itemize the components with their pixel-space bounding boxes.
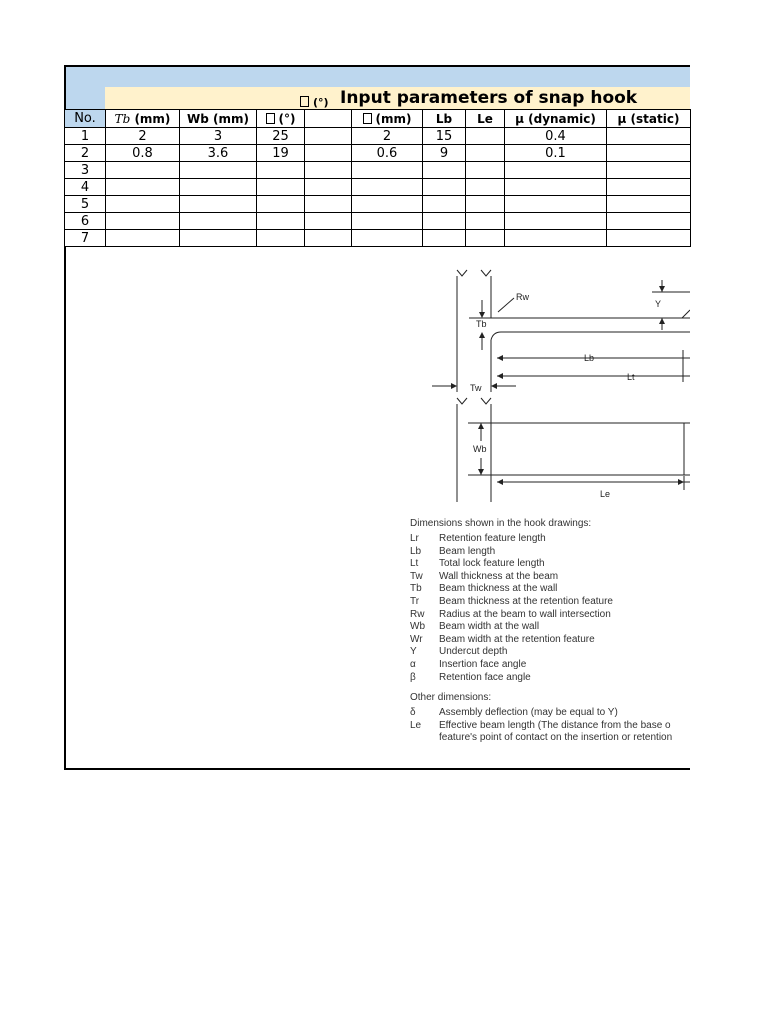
table-cell[interactable] <box>106 179 180 196</box>
legend-symbol: α <box>410 658 416 670</box>
table-row <box>65 196 691 213</box>
legend-text: Retention face angle <box>439 671 531 683</box>
table-cell[interactable]: 0.1 <box>505 145 607 162</box>
header-tb[interactable]: Tb (mm) <box>106 110 180 128</box>
arrow <box>479 332 485 338</box>
label-tw: Tw <box>470 383 482 393</box>
table-cell[interactable] <box>106 230 180 247</box>
label-wb: Wb <box>473 444 487 454</box>
table-cell[interactable] <box>607 230 691 247</box>
legend-item <box>410 546 690 559</box>
table-cell[interactable] <box>352 213 423 230</box>
table-cell[interactable] <box>505 230 607 247</box>
table-cell[interactable] <box>257 213 305 230</box>
header-blank[interactable] <box>305 110 352 128</box>
legend-symbol: Y <box>410 646 417 658</box>
table-cell[interactable] <box>505 162 607 179</box>
table-cell[interactable] <box>423 213 466 230</box>
table-cell[interactable]: 3 <box>180 128 257 145</box>
table-cell[interactable] <box>180 196 257 213</box>
table-cell[interactable] <box>257 162 305 179</box>
legend-text: Beam length <box>439 545 496 557</box>
label-le: Le <box>600 489 611 499</box>
table-cell[interactable] <box>423 230 466 247</box>
legend-item <box>410 571 690 584</box>
table-cell[interactable] <box>305 179 352 196</box>
other-list <box>410 707 690 745</box>
legend-item <box>410 672 690 685</box>
table-cell[interactable] <box>466 145 505 162</box>
legend-item <box>410 720 690 733</box>
table-cell[interactable] <box>505 213 607 230</box>
header-angle[interactable] <box>257 110 305 128</box>
table-row <box>65 162 691 179</box>
wall-break <box>457 270 467 276</box>
legend-text: Radius at the beam to wall intersection <box>439 608 611 620</box>
legend-text: Total lock feature length <box>439 558 545 570</box>
table-cell[interactable] <box>106 196 180 213</box>
table-cell[interactable] <box>466 230 505 247</box>
row-number-cell[interactable]: 4 <box>65 179 106 196</box>
table-cell[interactable]: 9 <box>423 145 466 162</box>
table-cell[interactable] <box>305 230 352 247</box>
dimension-legend <box>410 518 690 745</box>
table-row <box>65 213 691 230</box>
upper-angle-header-text: (°) <box>313 96 329 109</box>
arrow <box>497 373 503 379</box>
missing-glyph-box <box>300 96 309 107</box>
table-cell[interactable] <box>352 179 423 196</box>
arrow <box>678 479 684 485</box>
row-number-cell[interactable]: 2 <box>65 145 106 162</box>
header-y-mm[interactable] <box>352 110 423 128</box>
table-cell[interactable] <box>423 162 466 179</box>
legend-symbol: Le <box>410 719 422 731</box>
table-cell[interactable]: 19 <box>257 145 305 162</box>
table-cell[interactable]: 15 <box>423 128 466 145</box>
beam-bottom <box>491 332 690 340</box>
header-le[interactable]: Le <box>466 110 505 128</box>
legend-text: Retention feature length <box>439 533 546 544</box>
table-cell[interactable]: 0.8 <box>106 145 180 162</box>
row-number-cell[interactable]: 7 <box>65 230 106 247</box>
arrow <box>659 318 665 324</box>
table-cell[interactable] <box>607 145 691 162</box>
legend-text: Beam width at the retention feature <box>439 633 595 645</box>
legend-text: feature's point of contact on the insertion or retention <box>439 732 673 744</box>
arrow <box>491 383 497 389</box>
table-cell[interactable] <box>423 179 466 196</box>
row-number-cell[interactable]: 3 <box>65 162 106 179</box>
header-wb[interactable]: Wb (mm) <box>180 110 257 128</box>
legend-text: Wall thickness at the beam <box>439 570 559 582</box>
legend-symbol: Lr <box>410 533 419 544</box>
no-header-fill <box>64 65 105 109</box>
legend-symbol: Lt <box>410 558 419 570</box>
legend-item <box>410 732 690 745</box>
arrow <box>478 423 484 429</box>
table-cell[interactable] <box>305 145 352 162</box>
label-rw: Rw <box>516 292 529 302</box>
legend-symbol: β <box>410 671 416 683</box>
legend-item <box>410 621 690 634</box>
table-cell[interactable] <box>352 162 423 179</box>
table-cell[interactable] <box>257 230 305 247</box>
table-cell[interactable] <box>106 162 180 179</box>
header-mu-dynamic[interactable]: μ (dynamic) <box>505 110 607 128</box>
header-lb[interactable]: Lb <box>423 110 466 128</box>
legend-symbol: Tr <box>410 595 420 607</box>
arrow <box>497 355 503 361</box>
other-caption: Other dimensions: <box>410 692 492 704</box>
arrow <box>479 312 485 318</box>
table-cell[interactable] <box>305 213 352 230</box>
table-cell[interactable] <box>607 179 691 196</box>
legend-gap <box>410 684 690 692</box>
legend-symbol: δ <box>410 707 416 719</box>
wall-break <box>481 398 491 404</box>
label-tb: Tb <box>476 319 487 329</box>
table-cell[interactable] <box>106 213 180 230</box>
header-y-mm-text: (mm) <box>375 111 412 126</box>
wall-break <box>481 270 491 276</box>
table-cell[interactable] <box>180 230 257 247</box>
table-cell[interactable] <box>180 162 257 179</box>
legend-text: Insertion face angle <box>439 658 527 670</box>
table-cell[interactable] <box>607 162 691 179</box>
arrow <box>497 479 503 485</box>
label-lb: Lb <box>584 353 595 363</box>
table-cell[interactable] <box>180 179 257 196</box>
rw-leader <box>498 298 514 312</box>
legend-text: Beam thickness at the wall <box>439 583 558 595</box>
table-cell[interactable]: 2 <box>106 128 180 145</box>
row-number-cell[interactable]: 5 <box>65 196 106 213</box>
table-cell[interactable] <box>466 179 505 196</box>
table-body <box>65 128 691 247</box>
header-tb-unit: (mm) <box>134 111 171 126</box>
table-cell[interactable]: 3.6 <box>180 145 257 162</box>
legend-symbol: Lb <box>410 545 422 557</box>
table-cell[interactable] <box>180 213 257 230</box>
table-row <box>65 230 691 247</box>
table-cell[interactable] <box>466 162 505 179</box>
legend-symbol: Wb <box>410 621 425 633</box>
legend-item <box>410 558 690 571</box>
table-cell[interactable]: 0.6 <box>352 145 423 162</box>
sheet-title: Input parameters of snap hook <box>340 88 638 108</box>
legend-item <box>410 609 690 622</box>
table-row <box>65 145 691 162</box>
table-cell[interactable] <box>607 196 691 213</box>
row-number-cell[interactable]: 6 <box>65 213 106 230</box>
header-band <box>105 65 690 87</box>
table-cell[interactable] <box>352 196 423 213</box>
legend-list <box>410 533 690 684</box>
row-number-cell[interactable]: 1 <box>65 128 106 145</box>
table-cell[interactable] <box>257 196 305 213</box>
table-cell[interactable] <box>305 162 352 179</box>
header-angle-text: (°) <box>278 111 296 126</box>
table-row <box>65 128 691 145</box>
table-cell[interactable] <box>305 196 352 213</box>
arrow <box>478 469 484 475</box>
legend-text: Undercut depth <box>439 646 508 658</box>
table-cell[interactable] <box>423 196 466 213</box>
table-cell[interactable] <box>505 179 607 196</box>
arrow <box>659 286 665 292</box>
legend-item <box>410 596 690 609</box>
legend-item <box>410 659 690 672</box>
table-cell[interactable] <box>305 128 352 145</box>
arrow <box>451 383 457 389</box>
table-cell[interactable] <box>607 213 691 230</box>
legend-caption: Dimensions shown in the hook drawings: <box>410 518 592 529</box>
upper-angle-header <box>300 96 329 109</box>
header-mu-static[interactable]: μ (static) <box>607 110 691 128</box>
table-cell[interactable] <box>466 213 505 230</box>
missing-glyph-box <box>266 113 275 124</box>
legend-item <box>410 533 690 546</box>
table-cell[interactable] <box>466 196 505 213</box>
legend-symbol: Tw <box>410 570 423 582</box>
hook-start <box>682 310 690 318</box>
table-row <box>65 179 691 196</box>
legend-text: Assembly deflection (may be equal to Y) <box>439 707 618 719</box>
legend-item <box>410 634 690 647</box>
arrowheads <box>451 286 684 485</box>
table-cell[interactable] <box>352 230 423 247</box>
legend-text: Beam width at the wall <box>439 621 540 633</box>
legend-symbol: Wr <box>410 633 423 645</box>
legend-text: Beam thickness at the retention feature <box>439 595 613 607</box>
table-cell[interactable]: 0.4 <box>505 128 607 145</box>
legend-symbol: Rw <box>410 608 425 620</box>
legend-symbol: Tb <box>410 583 422 595</box>
table-header-row <box>65 110 691 128</box>
table-cell[interactable] <box>257 179 305 196</box>
legend-item <box>410 707 690 720</box>
table-cell[interactable] <box>505 196 607 213</box>
table-cell[interactable]: 25 <box>257 128 305 145</box>
table-cell[interactable]: 2 <box>352 128 423 145</box>
table-cell[interactable] <box>466 128 505 145</box>
table-cell[interactable] <box>607 128 691 145</box>
legend-item <box>410 646 690 659</box>
label-y: Y <box>655 299 662 309</box>
wall-break <box>457 398 467 404</box>
parameter-table <box>64 109 691 247</box>
label-lt: Lt <box>627 372 635 382</box>
missing-glyph-box <box>363 113 372 124</box>
legend-item <box>410 583 690 596</box>
header-no[interactable]: No. <box>65 110 106 128</box>
legend-text: Effective beam length (The distance from the base o <box>439 719 671 731</box>
